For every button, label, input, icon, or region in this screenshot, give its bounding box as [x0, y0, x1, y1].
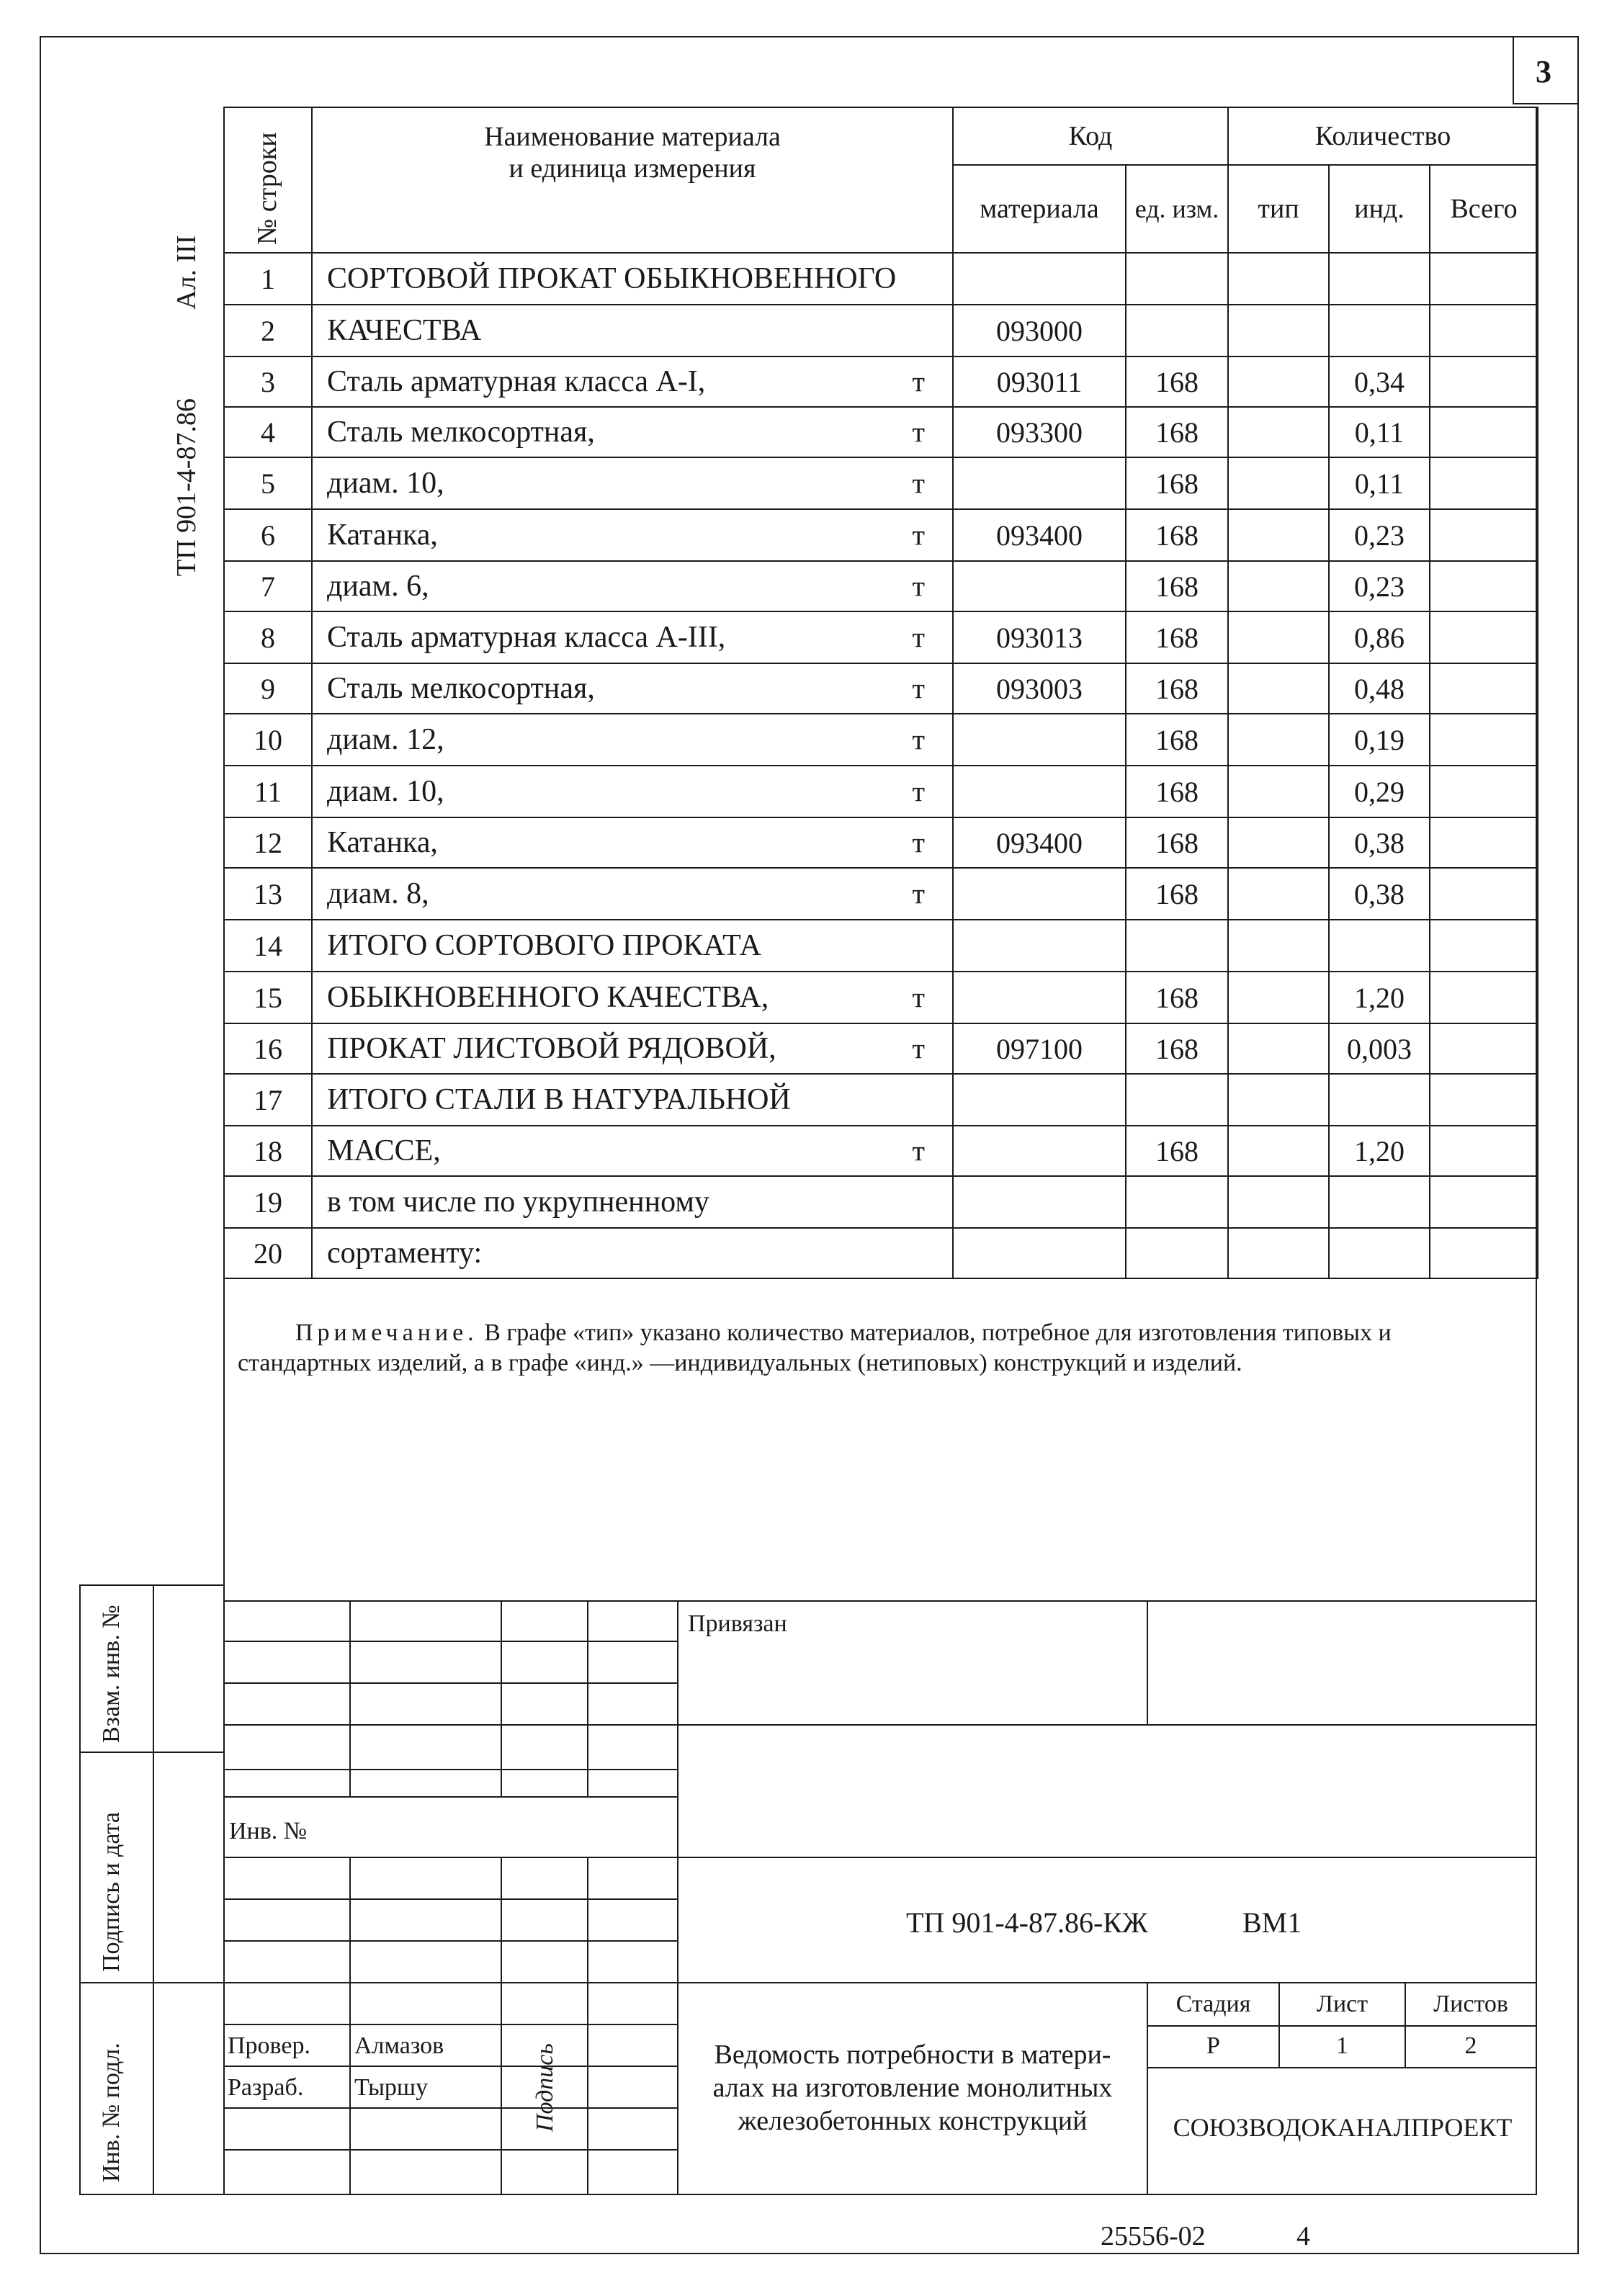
sheets-value: 2 [1464, 2032, 1477, 2059]
row-name-text: сортаменту: [327, 1237, 483, 1270]
row-ind: 0,19 [1329, 714, 1430, 766]
row-total [1430, 817, 1538, 868]
footer-order: 25556-02 [1101, 2221, 1206, 2251]
row-name [312, 457, 953, 509]
row-name-text: диам. 12, [327, 723, 444, 756]
row-unit-code: 168 [1126, 766, 1228, 817]
row-name [312, 972, 953, 1023]
footer-page: 4 [1296, 2221, 1310, 2251]
row-name-text: диам. 6, [327, 570, 429, 603]
row-material-code [953, 1074, 1126, 1126]
row-material-code [953, 868, 1126, 920]
tb-h8 [223, 1940, 677, 1942]
row-unit: т [912, 826, 925, 859]
sheet-number: 3 [1536, 54, 1551, 89]
row-unit-code: 168 [1126, 868, 1228, 920]
tb-v5 [349, 1857, 351, 1982]
row-ind [1329, 253, 1430, 305]
checked-name: Алмазов [354, 2032, 444, 2059]
tb-h7 [223, 1898, 677, 1900]
row-number: 14 [224, 920, 312, 972]
stage-value: Р [1206, 2032, 1220, 2059]
row-name [312, 509, 953, 561]
tb-h15 [1147, 2025, 1537, 2027]
row-material-code: 093000 [953, 305, 1126, 356]
row-number: 16 [224, 1023, 312, 1074]
stage-label: Стадия [1175, 1991, 1251, 2017]
tb-h16 [1147, 2067, 1537, 2068]
row-material-code [953, 253, 1126, 305]
tb-h1 [223, 1641, 677, 1642]
note-label: Примечание. [295, 1319, 478, 1346]
row-number: 11 [224, 766, 312, 817]
row-typ [1228, 868, 1329, 920]
row-material-code: 093013 [953, 611, 1126, 663]
table-row [224, 766, 1538, 817]
row-typ [1228, 1126, 1329, 1176]
row-name [312, 561, 953, 611]
row-number: 9 [224, 663, 312, 714]
row-total [1430, 920, 1538, 972]
row-ind: 0,23 [1329, 561, 1430, 611]
designation: ТП 901-4-87.86-КЖ [906, 1906, 1148, 1939]
tb-privyazan-div [1147, 1600, 1148, 1724]
row-unit-code: 168 [1126, 457, 1228, 509]
row-typ [1228, 663, 1329, 714]
row-unit: т [912, 570, 925, 603]
row-unit-code: 168 [1126, 663, 1228, 714]
row-material-code: 093400 [953, 509, 1126, 561]
row-name [312, 1228, 953, 1278]
row-total [1430, 972, 1538, 1023]
checked-role: Провер. [228, 2032, 310, 2059]
row-typ [1228, 714, 1329, 766]
sheet-value: 1 [1336, 2032, 1348, 2059]
row-unit: т [912, 467, 925, 500]
row-number: 3 [224, 356, 312, 407]
header-name: Наименование материала и единица измерения [312, 107, 953, 253]
row-unit: т [912, 723, 925, 756]
signature-label: Подпись [532, 2043, 558, 2132]
row-ind: 0,34 [1329, 356, 1430, 407]
tb-h5 [223, 1796, 677, 1798]
row-unit-code: 168 [1126, 714, 1228, 766]
row-unit-code: 168 [1126, 817, 1228, 868]
tb-h9 [223, 1982, 1537, 1983]
row-ind [1329, 1228, 1430, 1278]
row-unit-code: 168 [1126, 407, 1228, 457]
row-total [1430, 663, 1538, 714]
row-ind: 0,23 [1329, 509, 1430, 561]
row-ind [1329, 920, 1430, 972]
tb-v7 [587, 1857, 588, 1982]
row-name-text: Сталь мелкосортная, [327, 672, 595, 705]
row-total [1430, 561, 1538, 611]
row-unit: т [912, 519, 925, 552]
side-album: Ал. III [171, 235, 202, 310]
row-material-code: 097100 [953, 1023, 1126, 1074]
row-name [312, 407, 953, 457]
table-row [224, 1126, 1538, 1176]
row-unit-code [1126, 920, 1228, 972]
row-typ [1228, 253, 1329, 305]
row-ind: 1,20 [1329, 972, 1430, 1023]
row-total [1430, 457, 1538, 509]
row-total [1430, 868, 1538, 920]
row-unit-code: 168 [1126, 1126, 1228, 1176]
row-total [1430, 1023, 1538, 1074]
side-podpis: Подпись и дата [98, 1812, 125, 1972]
row-number: 13 [224, 868, 312, 920]
row-unit: т [912, 621, 925, 654]
table-row [224, 457, 1538, 509]
row-name [312, 868, 953, 920]
row-unit-code [1126, 1228, 1228, 1278]
organization: СОЮЗВОДОКАНАЛПРОЕКТ [1173, 2113, 1513, 2142]
row-name [312, 663, 953, 714]
table-row [224, 1074, 1538, 1126]
table-row [224, 714, 1538, 766]
row-name [312, 253, 953, 305]
row-total [1430, 407, 1538, 457]
row-unit-code: 168 [1126, 1023, 1228, 1074]
row-typ [1228, 356, 1329, 407]
table-row [224, 868, 1538, 920]
table-row [224, 663, 1538, 714]
row-unit-code [1126, 1074, 1228, 1126]
row-name [312, 714, 953, 766]
row-name [312, 766, 953, 817]
row-total [1430, 509, 1538, 561]
row-name-text: диам. 10, [327, 775, 444, 808]
tb-v1 [349, 1600, 351, 1796]
materials-table [223, 107, 1538, 1279]
row-ind [1329, 1074, 1430, 1126]
row-unit: т [912, 877, 925, 910]
row-unit: т [912, 672, 925, 705]
table-row [224, 253, 1538, 305]
row-number: 2 [224, 305, 312, 356]
inv-no: Инв. № [229, 1818, 308, 1844]
privyazan: Привязан [688, 1610, 787, 1637]
row-ind: 0,38 [1329, 868, 1430, 920]
row-typ [1228, 305, 1329, 356]
row-number: 18 [224, 1126, 312, 1176]
row-ind: 0,86 [1329, 611, 1430, 663]
row-unit-code [1126, 305, 1228, 356]
row-ind [1329, 305, 1430, 356]
row-total [1430, 1176, 1538, 1228]
row-name-text: Сталь мелкосортная, [327, 416, 595, 449]
row-typ [1228, 561, 1329, 611]
row-name-text: ПРОКАТ ЛИСТОВОЙ РЯДОВОЙ, [327, 1032, 776, 1065]
row-name [312, 920, 953, 972]
row-material-code [953, 457, 1126, 509]
doc-title: Ведомость потребности в матери- алах на изготовление монолитных железобетонных конструкций [712, 2040, 1113, 2136]
row-total [1430, 1074, 1538, 1126]
row-typ [1228, 457, 1329, 509]
tb-h3 [223, 1724, 1537, 1726]
row-material-code [953, 1228, 1126, 1278]
row-typ [1228, 766, 1329, 817]
row-number: 7 [224, 561, 312, 611]
tb-v6 [501, 1857, 502, 1982]
tb-v8 [349, 1982, 351, 2194]
table-row [224, 509, 1538, 561]
header-quantity: Количество [1228, 107, 1538, 165]
side-stamp-sep2 [79, 1982, 223, 1983]
row-name-text: диам. 10, [327, 467, 444, 500]
row-unit: т [912, 365, 925, 398]
table-row [224, 1023, 1538, 1074]
header-row-no: № строки [224, 107, 312, 253]
tb-h14 [223, 2194, 1537, 2195]
header-material: материала [953, 165, 1126, 253]
row-name [312, 611, 953, 663]
table-row [224, 305, 1538, 356]
row-number: 6 [224, 509, 312, 561]
tb-h10 [223, 2024, 677, 2025]
row-unit-code: 168 [1126, 561, 1228, 611]
row-number: 4 [224, 407, 312, 457]
row-total [1430, 1228, 1538, 1278]
tb-h4 [223, 1769, 677, 1770]
table-row [224, 972, 1538, 1023]
sheets-label: Листов [1433, 1991, 1508, 2017]
row-name-text: Катанка, [327, 519, 438, 552]
table-row [224, 611, 1538, 663]
row-typ [1228, 1176, 1329, 1228]
row-name-text: Сталь арматурная класса А-I, [327, 365, 706, 398]
table-row [224, 817, 1538, 868]
tb-h6 [223, 1857, 677, 1858]
header-typ: тип [1228, 165, 1329, 253]
tb-v2 [501, 1600, 502, 1796]
row-typ [1228, 1228, 1329, 1278]
row-material-code: 093300 [953, 407, 1126, 457]
row-ind [1329, 1176, 1430, 1228]
row-name [312, 305, 953, 356]
developed-name: Тыршу [354, 2074, 429, 2101]
row-name [312, 817, 953, 868]
row-ind: 1,20 [1329, 1126, 1430, 1176]
row-number: 15 [224, 972, 312, 1023]
side-stamp-col [153, 1584, 154, 2195]
table-row [224, 1176, 1538, 1228]
row-name [312, 356, 953, 407]
header-ind: инд. [1329, 165, 1430, 253]
row-total [1430, 305, 1538, 356]
row-unit-code [1126, 1176, 1228, 1228]
tb-v10 [587, 1982, 588, 2194]
tb-h13 [223, 2149, 677, 2151]
table-row [224, 1228, 1538, 1278]
row-material-code: 093400 [953, 817, 1126, 868]
side-vzam: Взам. инв. № [98, 1605, 125, 1743]
row-name-text: КАЧЕСТВА [327, 314, 482, 347]
row-total [1430, 766, 1538, 817]
row-name-text: ИТОГО СТАЛИ В НАТУРАЛЬНОЙ [327, 1083, 791, 1116]
row-typ [1228, 509, 1329, 561]
row-material-code [953, 714, 1126, 766]
row-unit: т [912, 1134, 925, 1167]
row-total [1430, 1126, 1538, 1176]
row-unit: т [912, 1032, 925, 1065]
row-number: 17 [224, 1074, 312, 1126]
row-name [312, 1074, 953, 1126]
row-name-text: ОБЫКНОВЕННОГО КАЧЕСТВА, [327, 981, 769, 1014]
row-unit: т [912, 981, 925, 1014]
row-unit-code: 168 [1126, 356, 1228, 407]
row-unit-code: 168 [1126, 972, 1228, 1023]
row-material-code: 093003 [953, 663, 1126, 714]
row-number: 10 [224, 714, 312, 766]
side-stamp-sep1 [79, 1752, 223, 1753]
row-typ [1228, 1074, 1329, 1126]
tb-h12 [223, 2107, 677, 2109]
row-ind: 0,11 [1329, 407, 1430, 457]
row-name [312, 1023, 953, 1074]
header-total: Всего [1430, 165, 1538, 253]
tb-h5b [677, 1857, 1537, 1858]
row-typ [1228, 611, 1329, 663]
row-material-code [953, 1176, 1126, 1228]
row-total [1430, 714, 1538, 766]
row-typ [1228, 920, 1329, 972]
row-number: 19 [224, 1176, 312, 1228]
tb-h11 [223, 2066, 677, 2067]
row-typ [1228, 817, 1329, 868]
note-text: В графе «тип» указано количество материалов, потребное для изготовления типовых и стандартных изделий, а в графе «инд.» —индивидуальных (нетиповых) конструкций и изделий. [238, 1319, 1392, 1376]
row-typ [1228, 407, 1329, 457]
row-material-code: 093011 [953, 356, 1126, 407]
table-row [224, 561, 1538, 611]
row-typ [1228, 972, 1329, 1023]
row-name-text: Катанка, [327, 826, 438, 859]
row-number: 20 [224, 1228, 312, 1278]
row-name [312, 1126, 953, 1176]
row-total [1430, 611, 1538, 663]
row-number: 1 [224, 253, 312, 305]
table-row [224, 920, 1538, 972]
row-typ [1228, 1023, 1329, 1074]
developed-role: Разраб. [228, 2074, 304, 2101]
row-name-text: МАССЕ, [327, 1134, 441, 1167]
row-name [312, 1176, 953, 1228]
tb-v9 [501, 1982, 502, 2194]
row-material-code [953, 920, 1126, 972]
tb-h2 [223, 1682, 677, 1684]
note [238, 1318, 1527, 1378]
row-total [1430, 356, 1538, 407]
row-ind: 0,003 [1329, 1023, 1430, 1074]
row-material-code [953, 561, 1126, 611]
side-inv-podl: Инв. № подл. [98, 2042, 125, 2182]
row-material-code [953, 972, 1126, 1023]
doc-code: ВМ1 [1242, 1906, 1302, 1939]
row-unit-code [1126, 253, 1228, 305]
row-name-text: диам. 8, [327, 877, 429, 910]
row-number: 5 [224, 457, 312, 509]
side-code: ТП 901-4-87.86 [171, 398, 202, 576]
row-ind: 0,29 [1329, 766, 1430, 817]
row-total [1430, 253, 1538, 305]
row-name-text: СОРТОВОЙ ПРОКАТ ОБЫКНОВЕННОГО [327, 262, 897, 295]
sheet-label: Лист [1316, 1991, 1369, 2017]
row-unit-code: 168 [1126, 509, 1228, 561]
row-name-text: ИТОГО СОРТОВОГО ПРОКАТА [327, 929, 761, 962]
row-material-code [953, 766, 1126, 817]
row-ind: 0,11 [1329, 457, 1430, 509]
row-number: 8 [224, 611, 312, 663]
header-unit: ед. изм. [1126, 165, 1228, 253]
table-row [224, 407, 1538, 457]
row-number: 12 [224, 817, 312, 868]
row-ind: 0,48 [1329, 663, 1430, 714]
tb-v3 [587, 1600, 588, 1796]
row-unit-code: 168 [1126, 611, 1228, 663]
header-code: Код [953, 107, 1228, 165]
row-unit: т [912, 775, 925, 808]
row-name-text: в том числе по укрупненному [327, 1185, 709, 1219]
row-material-code [953, 1126, 1126, 1176]
row-unit: т [912, 416, 925, 449]
row-name-text: Сталь арматурная класса А-III, [327, 621, 726, 654]
row-ind: 0,38 [1329, 817, 1430, 868]
table-row [224, 356, 1538, 407]
